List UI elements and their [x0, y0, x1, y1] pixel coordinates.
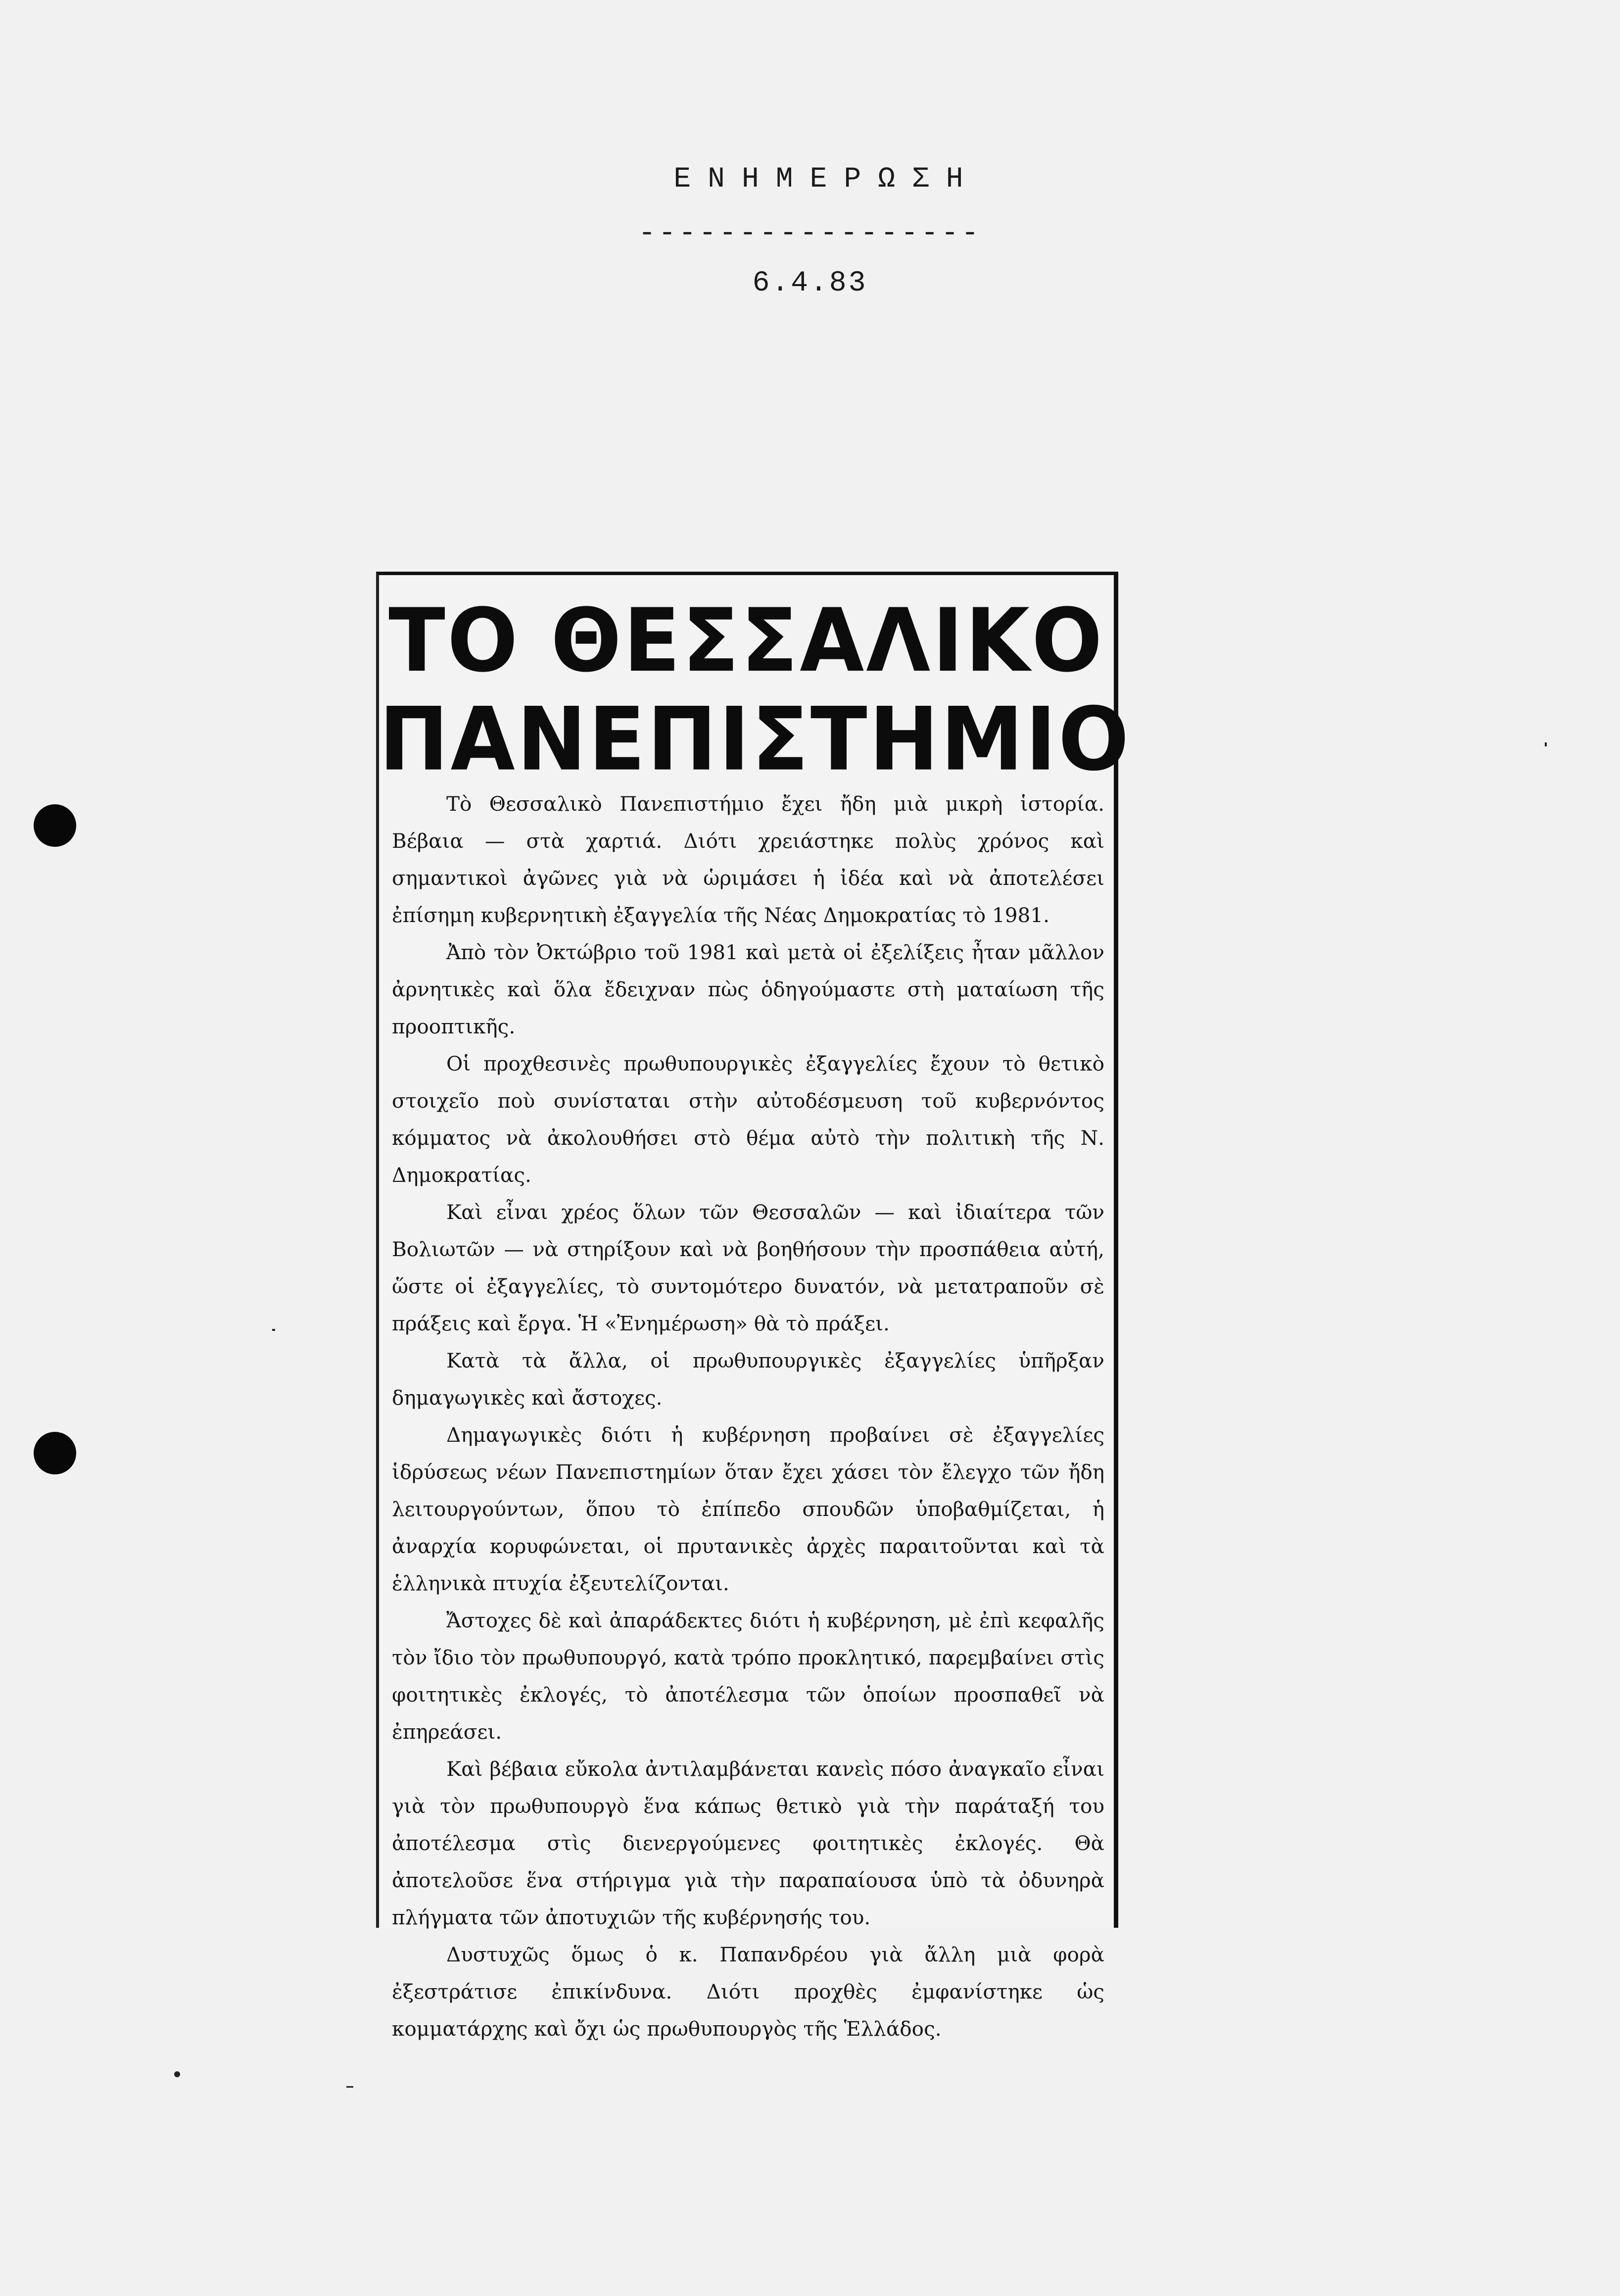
- article-paragraph: Οἱ προχθεσινὲς πρωθυπουργικὲς ἐξαγγελίες ἔχουν τὸ θετικὸ στοιχεῖο ποὺ συνίσταται στὴν αὐτοδέσμευση τοῦ κυβερνόντος κόμματος νὰ ἀκολουθήσει στὸ θέμα αὐτὸ τὴν πολιτικὴ τῆς Ν. Δημοκρατίας.: [392, 1052, 1104, 1187]
- newspaper-clipping: [376, 572, 1131, 2041]
- scan-speck: [346, 2086, 353, 2088]
- article-paragraph: Δυστυχῶς ὅμως ὁ κ. Παπανδρέου γιὰ ἄλλη μιὰ φορὰ ἐξεστράτισε ἐπικίνδυνα. Διότι προχθὲς ἐμφανίστηκε ὡς κομματάρχης καὶ ὄχι ὡς πρωθυπουργὸς τῆς Ἑλλάδος.: [392, 1943, 1104, 2041]
- article-paragraph: Τὸ Θεσσαλικὸ Πανεπιστήμιο ἔχει ἤδη μιὰ μικρὴ ἱστορία. Βέβαια — στὰ χαρτιά. Διότι χρειάστηκε πολὺς χρόνος καὶ σημαντικοὶ ἀγῶνες γιὰ νὰ ὡριμάσει ἡ ἰδέα καὶ νὰ ἀποτελέσει ἐπίσημη κυβερνητικὴ ἐξαγγελία τῆς Νέας Δημοκρατίας τὸ 1981.: [392, 792, 1104, 927]
- publication-name: ΕΝΗΜΕΡΩΣΗ: [673, 163, 980, 195]
- article-paragraph: Δημαγωγικὲς διότι ἡ κυβέρνηση προβαίνει σὲ ἐξαγγελίες ἱδρύσεως νέων Πανεπιστημίων ὅταν ἔχει χάσει τὸν ἔλεγχο τῶν ἤδη λειτουργούντων, ὅπου τὸ ἐπίπεδο σπουδῶν ὑποβαθμίζεται, ἡ ἀναρχία κορυφώνεται, οἱ πρυτανικὲς ἀρχὲς παραιτοῦνται καὶ τὰ ἑλληνικὰ πτυχία ἐξευτελίζονται.: [392, 1423, 1104, 1595]
- article-paragraph: Ἀπὸ τὸν Ὀκτώβριο τοῦ 1981 καὶ μετὰ οἱ ἐξελίξεις ἦταν μᾶλλον ἀρνητικὲς καὶ ὅλα ἔδειχναν πὼς ὁδηγούμαστε στὴ ματαίωση τῆς προοπτικῆς.: [392, 940, 1104, 1038]
- scan-speck: [272, 1329, 275, 1331]
- scan-speck: [1545, 742, 1547, 746]
- article-paragraph: Καὶ βέβαια εὔκολα ἀντιλαμβάνεται κανεὶς πόσο ἀναγκαῖο εἶναι γιὰ τὸν πρωθυπουργὸ ἕνα κάπως θετικὸ γιὰ τὴν παράταξή του ἀποτέλεσμα στὶς διενεργούμενες φοιτητικὲς ἐκλογές. Θὰ ἀποτελοῦσε ἕνα στήριγμα γιὰ τὴν παραπαίουσα ὑπὸ τὰ ὀδυνηρὰ πλήγματα τῶν ἀποτυχιῶν τῆς κυβέρνησής του.: [392, 1757, 1104, 1929]
- headline-line: ΤΟ ΘΕΣΣΑΛΙΚΟ: [388, 589, 1104, 692]
- punch-hole-bottom: [34, 1432, 76, 1474]
- punch-hole-top: [34, 804, 76, 847]
- article-paragraph: Ἄστοχες δὲ καὶ ἀπαράδεκτες διότι ἡ κυβέρνηση, μὲ ἐπὶ κεφαλῆς τὸν ἴδιο τὸν πρωθυπουργό, κατὰ τρόπο προκλητικό, παρεμβαίνει στὶς φοιτητικὲς ἐκλογές, τὸ ἀποτέλεσμα τῶν ὁποίων προσπαθεῖ νὰ ἐπηρεάσει.: [392, 1609, 1104, 1744]
- scan-speck: [174, 2071, 180, 2077]
- article-paragraph: Καὶ εἶναι χρέος ὅλων τῶν Θεσσαλῶν — καὶ ἰδιαίτερα τῶν Βολιωτῶν — νὰ στηρίξουν καὶ νὰ βοηθήσουν τὴν προσπάθεια αὐτή, ὥστε οἱ ἐξαγγελίες, τὸ συντομότερο δυνατόν, νὰ μετατραποῦν σὲ πράξεις καὶ ἔργα. Ἡ «Ἐνημέρωση» θὰ τὸ πράξει.: [392, 1200, 1104, 1335]
- article-headline: [379, 589, 1131, 790]
- headline-line: ΠΑΝΕΠΙΣΤΗΜΙΟ: [379, 688, 1131, 790]
- article-body: [392, 785, 1104, 2048]
- header-underline: -----------------: [638, 218, 982, 250]
- article-paragraph: Κατὰ τὰ ἄλλα, οἱ πρωθυπουργικὲς ἐξαγγελίες ὑπῆρξαν δημαγωγικὲς καὶ ἄστοχες.: [392, 1349, 1104, 1410]
- publication-date: 6.4.83: [752, 267, 868, 299]
